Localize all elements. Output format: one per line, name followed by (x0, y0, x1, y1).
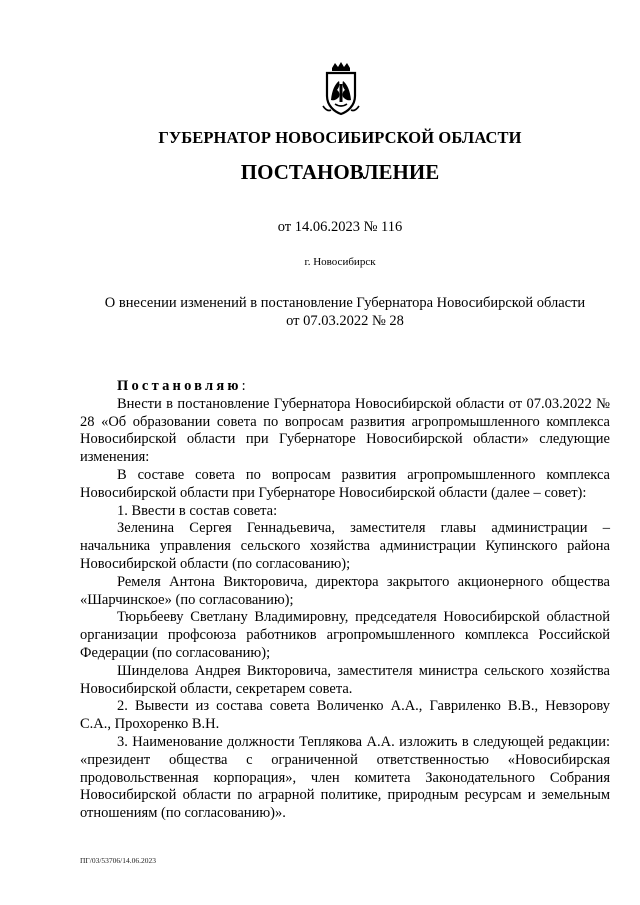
document-body (80, 378, 610, 823)
footer-document-code: ПГ/03/53706/14.06.2023 (80, 856, 157, 865)
resolve-word: Постановляю (117, 378, 242, 394)
body-paragraph: Внести в постановление Губернатора Новосибирской области от 07.03.2022 № 28 «Об образовании совета по вопросам развития агропромышленного комплекса Новосибирской области при Губернаторе Новосибирской области» следующие изменения: (80, 395, 610, 466)
body-paragraph: Зеленина Сергея Геннадьевича, заместителя главы администрации – начальника управления сельского хозяйства администрации Купинского района Новосибирской области (по согласованию); (80, 520, 610, 572)
document-date-number: от 14.06.2023 № 116 (277, 219, 403, 235)
body-paragraph: 2. Вывести из состава совета Воличенко А.А., Гавриленко В.В., Невзорову С.А., Прохоренко В.Н. (80, 698, 610, 733)
document-city: г. Новосибирск (304, 256, 376, 268)
document-type: ПОСТАНОВЛЕНИЕ (240, 160, 440, 184)
body-paragraph: 1. Ввести в состав совета: (117, 502, 278, 519)
body-paragraph: Ремеля Антона Викторовича, директора закрытого акционерного общества «Шарчинское» (по согласованию); (80, 573, 610, 608)
body-paragraph: 3. Наименование должности Теплякова А.А. изложить в следующей редакции: «президент общества с ограниченной ответственностью «Новосибирская продовольственная корпорация», член комитета Законодательного Собрания Новосибирской области по аграрной политике, природным ресурсам и земельным отношениям (по согласованию)». (80, 733, 610, 822)
document-title (80, 294, 610, 330)
body-paragraph: Шинделова Андрея Викторовича, заместителя министра сельского хозяйства Новосибирской области, секретарем совета. (80, 662, 610, 697)
document-title-line-2: от 07.03.2022 № 28 (286, 313, 404, 329)
resolve-heading (80, 378, 610, 396)
issuing-authority: ГУБЕРНАТОР НОВОСИБИРСКОЙ ОБЛАСТИ (158, 128, 522, 147)
coat-of-arms-icon (317, 60, 365, 116)
body-paragraph: Тюрьбееву Светлану Владимировну, председателя Новосибирской областной организации профсоюза работников агропромышленного комплекса Российской Федерации (по согласованию); (80, 609, 610, 661)
body-paragraph: В составе совета по вопросам развития агропромышленного комплекса Новосибирской области при Губернаторе Новосибирской области (далее – совет): (80, 466, 610, 501)
document-title-line-1: О внесении изменений в постановление Губернатора Новосибирской области (104, 295, 586, 311)
resolve-colon: : (241, 378, 246, 394)
